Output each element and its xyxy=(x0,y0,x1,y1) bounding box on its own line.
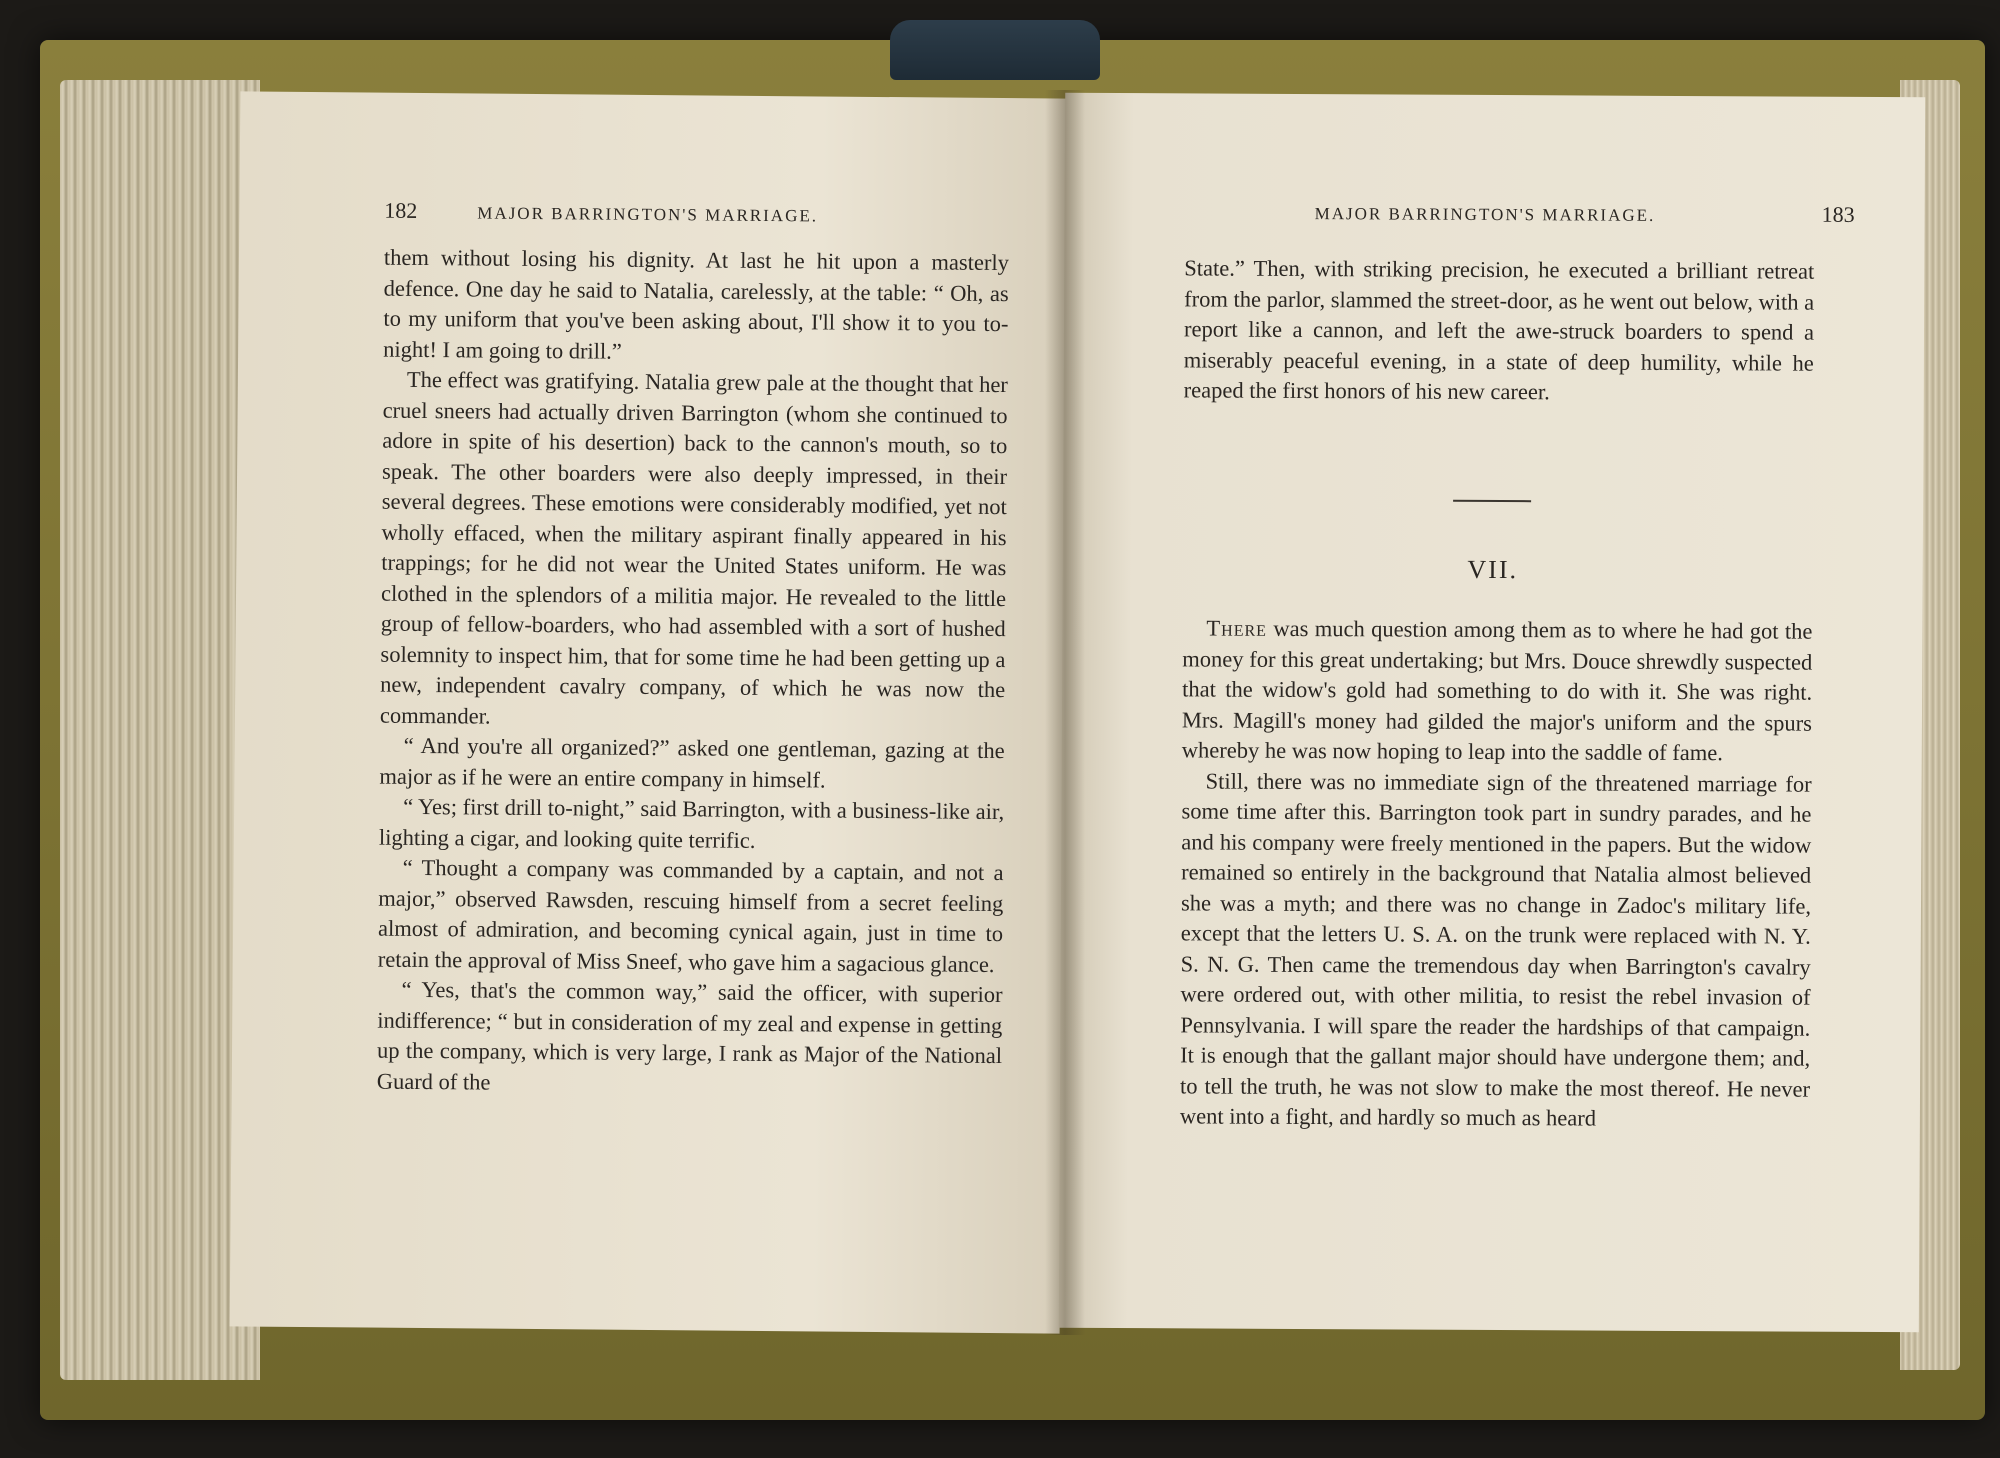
paragraph: State.” Then, with striking precision, he executed a brilliant retreat from the parlor, slammed the street-door, as he went out below, with a report like a cannon, and left the awe-struck boarders to spend a miserably peaceful evening, in a state of deep humility, while he reaped the first honors of his new career. xyxy=(1183,255,1815,405)
right-body-text xyxy=(1180,613,1813,1135)
running-title: MAJOR BARRINGTON'S MARRIAGE. xyxy=(477,203,819,226)
paragraph: Still, there was no immediate sign of the threatened marriage for some time after this. Barrington took part in sundry parades, and he and his company were freely mentioned in the papers. But the widow remained so entirely in the background that Natalia almost believed she was a myth; and there was no change in Zadoc's military life, except that the letters U. S. A. on the trunk were replaced with N. Y. S. N. G. Then came the tremendous day when Barrington's cavalry were ordered out, with other militia, to resist the rebel invasion of Pennsylvania. I will spare the reader the hardships of that campaign. It is enough that the gallant major should have undergone them; and, to tell the truth, he was not slow to make the most thereof. He never went into a fight, and hardly so much as heard xyxy=(1179,768,1812,1131)
paragraph: “ Thought a company was commanded by a captain, and not a major,” observed Rawsden, rescuing himself from a secret feeling almost of admiration, and becoming cynical again, just in time to retain the approval of Miss Sneef, who gave him a sagacious glance. xyxy=(377,854,1004,977)
section-rule xyxy=(1453,500,1531,502)
right-running-head xyxy=(1315,199,1855,228)
left-body-text xyxy=(377,243,1009,1102)
spine-headband xyxy=(890,20,1100,80)
paragraph: “ And you're all organized?” asked one gentleman, gazing at the major as if he were an entire company in himself. xyxy=(379,732,1005,793)
right-page xyxy=(1059,93,1925,1332)
paragraph: “ Yes, that's the common way,” said the officer, with superior indifference; “ but in consideration of my zeal and expense in getting up the company, which is very large, I rank as Major of the National Guard of the xyxy=(376,976,1003,1095)
running-title: MAJOR BARRINGTON'S MARRIAGE. xyxy=(1314,204,1656,225)
page-number: 182 xyxy=(384,197,418,223)
page-number: 183 xyxy=(1821,201,1855,227)
paragraph xyxy=(1182,613,1813,769)
paragraph-text: was much question among them as to where he had got the money for this great undertaking; but Mrs. Douce shrewdly suspected that the widow's gold had something to do with it. She was right. Mrs. Magill's money had gilded the major's uniform and the spurs whereby he was now hoping to leap into the saddle of fame. xyxy=(1181,615,1813,766)
opening-word: There xyxy=(1206,615,1268,641)
left-running-head xyxy=(384,198,944,229)
paragraph: “ Yes; first drill to-night,” said Barrington, with a business-like air, lighting a cigar, and looking quite terrific. xyxy=(378,793,1005,853)
left-page xyxy=(230,91,1071,1333)
paragraph: The effect was gratifying. Natalia grew pale at the thought that her cruel sneers had actually driven Barrington (whom she continued to adore in spite of his desertion) back to the cannon's mouth, so to speak. The other boarders were also deeply impressed, in their several degrees. These emotions were considerably modified, yet not wholly effaced, when the military aspirant finally appeared in his trappings; for he did not wear the United States uniform. He was clothed in the splendors of a militia major. He revealed to the little group of fellow-boarders, who had assembled with a sort of hushed solemnity to inspect him, that for some time he had been getting up a new, independent cavalry company, of which he was now the commander. xyxy=(379,366,1008,729)
chapter-heading: VII. xyxy=(1467,554,1519,585)
right-top-text xyxy=(1184,253,1815,409)
book-gutter xyxy=(1045,90,1085,1335)
paragraph: them without losing his dignity. At last he hit upon a masterly defence. One day he said to Natalia, carelessly, at the table: “ Oh, as to my uniform that you've been asking about, I'll show it to you to-night! I am going to drill.” xyxy=(383,244,1010,364)
